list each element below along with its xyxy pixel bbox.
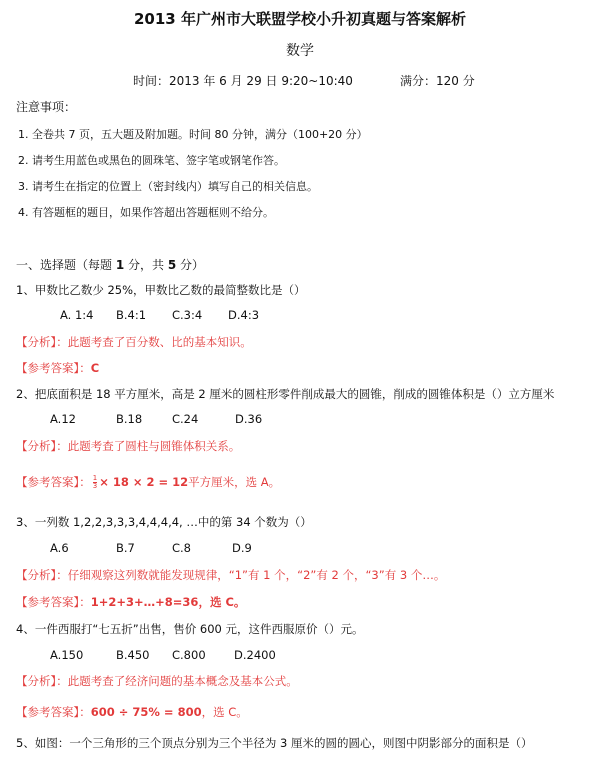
answer-text: 【参考答案】：600 ÷ 75% = 800，选 C。 bbox=[16, 705, 248, 719]
question-4-text: 4、一件西服打“七五折”出售，售价 600 元，这件西服原价（）元。 bbox=[16, 622, 364, 636]
question-3-text: 3、一列数 1,2,2,3,3,3,4,4,4,4, …中的第 34 个数为（） bbox=[16, 515, 312, 529]
answer-text: 【参考答案】： $\frac{1}{3}$ × 18 × 2 = 12平方厘米，选 A。 bbox=[16, 474, 281, 490]
option-b: B.450 bbox=[116, 648, 150, 662]
option-a: A.150 bbox=[50, 648, 84, 662]
option-d: D.4:3 bbox=[228, 308, 260, 322]
page-title: 2013 年广州市大联盟学校小升初真题与答案解析 bbox=[134, 10, 466, 28]
option-a: A.12 bbox=[50, 412, 76, 426]
answer-text: 【参考答案】：C bbox=[16, 361, 100, 375]
analysis-text: 【分析】：仔细观察这列数就能发现规律，“1”有 1 个，“2”有 2 个，“3”有 3 个…。 bbox=[16, 568, 446, 582]
option-d: D.9 bbox=[232, 541, 252, 555]
analysis-text: 【分析】：此题考查了百分数、比的基本知识。 bbox=[16, 335, 252, 349]
option-a: A. 1:4 bbox=[60, 308, 94, 322]
option-b: B.7 bbox=[116, 541, 135, 555]
option-d: D.2400 bbox=[234, 648, 276, 662]
option-c: C.24 bbox=[172, 412, 199, 426]
question-5-text: 5、如图：一个三角形的三个顶点分别为三个半径为 3 厘米的圆的圆心，则图中阴影部分的面积是（） bbox=[16, 736, 533, 750]
question-2-text: 2、把底面积是 18 平方厘米，高是 2 厘米的圆柱形零件削成最大的圆锥，削成的圆锥体积是（）立方厘米 bbox=[16, 387, 555, 401]
full-score: 满分：120 分 bbox=[400, 74, 475, 88]
section-heading: 一、选择题（每题 1 分，共 5 分） bbox=[16, 258, 205, 272]
notice-item: 1. 全卷共 7 页，五大题及附加题。时间 80 分钟，满分（100+20 分） bbox=[18, 128, 368, 141]
answer-text: 【参考答案】：1+2+3+…+8=36，选 C。 bbox=[16, 595, 246, 609]
option-c: C.3:4 bbox=[172, 308, 203, 322]
notice-item: 2. 请考生用蓝色或黑色的圆珠笔、签字笔或钢笔作答。 bbox=[18, 154, 285, 167]
notice-heading: 注意事项： bbox=[16, 100, 77, 114]
option-c: C.800 bbox=[172, 648, 206, 662]
question-1-text: 1、甲数比乙数少 25%，甲数比乙数的最简整数比是（） bbox=[16, 283, 306, 297]
option-b: B.4:1 bbox=[116, 308, 147, 322]
option-c: C.8 bbox=[172, 541, 192, 555]
analysis-text: 【分析】：此题考查了经济问题的基本概念及基本公式。 bbox=[16, 674, 298, 688]
fraction: $\frac{1}{3}$ bbox=[92, 474, 98, 490]
notice-item: 4. 有答题框的题目，如果作答超出答题框则不给分。 bbox=[18, 206, 274, 219]
exam-time: 时间：2013 年 6 月 29 日 9:20~10:40 bbox=[133, 74, 353, 88]
notice-item: 3. 请考生在指定的位置上（密封线内）填写自己的相关信息。 bbox=[18, 180, 318, 193]
option-b: B.18 bbox=[116, 412, 143, 426]
option-d: D.36 bbox=[235, 412, 263, 426]
analysis-text: 【分析】：此题考查了圆柱与圆锥体积关系。 bbox=[16, 439, 241, 453]
subject-title: 数学 bbox=[286, 43, 314, 59]
option-a: A.6 bbox=[50, 541, 69, 555]
